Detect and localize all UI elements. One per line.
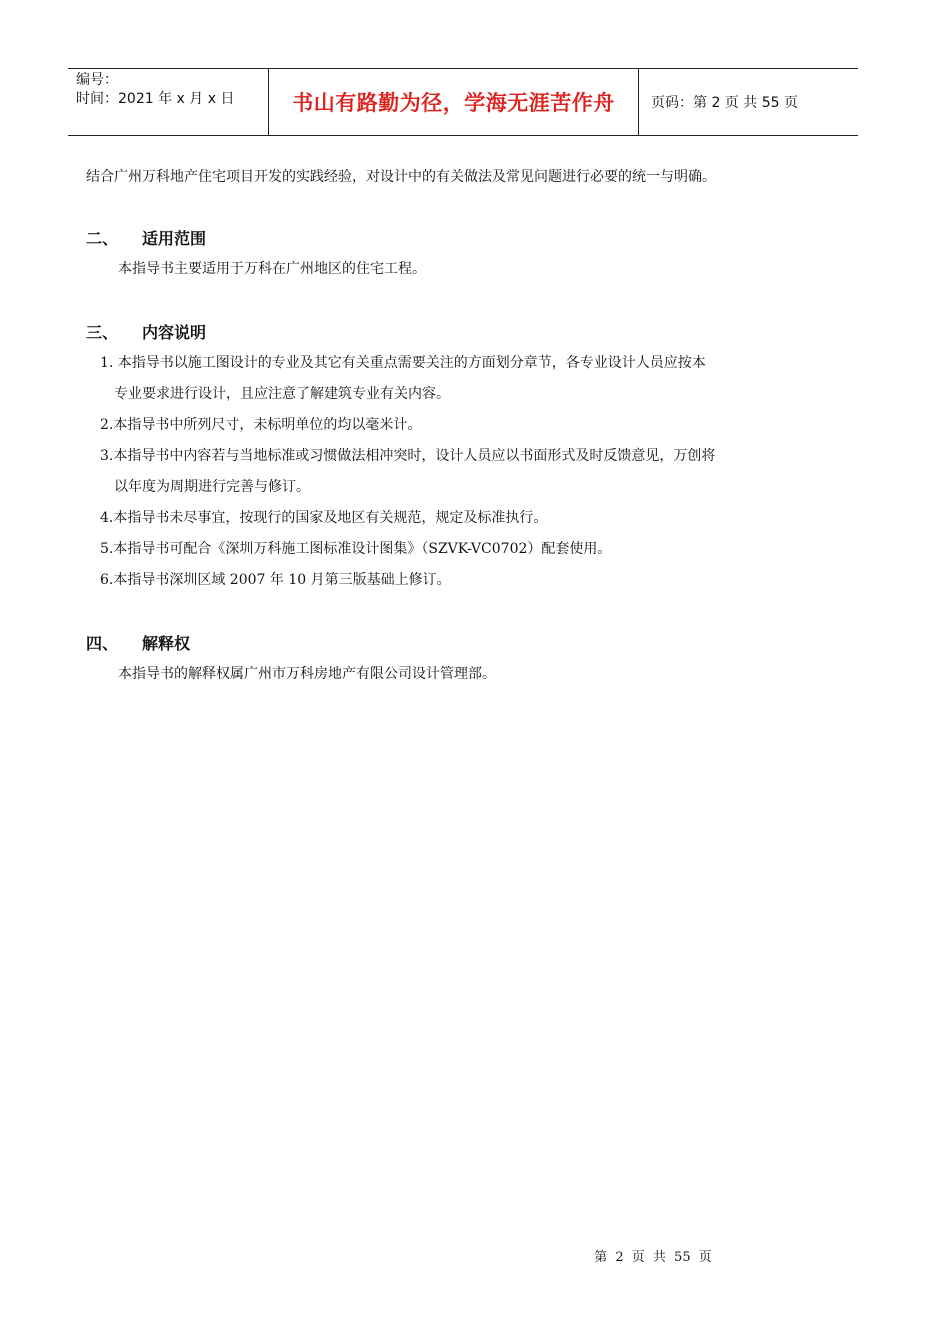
list-item-line: 1. 本指导书以施工图设计的专业及其它有关重点需要关注的方面划分章节，各专业设计人员应按本 <box>100 355 706 371</box>
intro-paragraph: 结合广州万科地产住宅项目开发的实践经验，对设计中的有关做法及常见问题进行必要的统一与明确。 <box>86 169 716 185</box>
list-item <box>86 441 856 503</box>
document-number-label: 编号： <box>76 72 118 88</box>
document-body <box>86 162 856 690</box>
section-heading-interpretation <box>86 628 856 659</box>
list-item <box>86 534 856 565</box>
section-heading-scope <box>86 223 856 254</box>
section-title: 内容说明 <box>142 323 207 342</box>
section-body-interpretation: 本指导书的解释权属广州市万科房地产有限公司设计管理部。 <box>118 666 496 682</box>
header-motto: 书山有路勤为径，学海无涯苦作舟 <box>269 69 639 135</box>
list-item-line: 6.本指导书深圳区域 2007 年 10 月第三版基础上修订。 <box>100 572 451 588</box>
list-item <box>86 503 856 534</box>
list-item-continuation: 以年度为周期进行完善与修订。 <box>114 479 310 495</box>
section-number: 三、 <box>86 323 119 342</box>
list-item <box>86 410 856 441</box>
section-title: 解释权 <box>142 634 191 653</box>
list-item <box>86 565 856 596</box>
section-number: 二、 <box>86 229 119 248</box>
section-heading-content <box>86 317 856 348</box>
header-meta <box>68 69 269 135</box>
section-body-scope: 本指导书主要适用于万科在广州地区的住宅工程。 <box>118 261 426 277</box>
section-title: 适用范围 <box>142 229 207 248</box>
document-date: 时间：2021 年 x 月 x 日 <box>76 91 235 107</box>
list-item-line: 3.本指导书中内容若与当地标准或习惯做法相冲突时，设计人员应以书面形式及时反馈意见，万创将 <box>100 448 716 464</box>
list-item-line: 5.本指导书可配合《深圳万科施工图标准设计图集》（SZVK-VC0702）配套使用。 <box>100 541 612 557</box>
section-number: 四、 <box>86 634 119 653</box>
page-header <box>68 68 858 136</box>
list-item-continuation: 专业要求进行设计，且应注意了解建筑专业有关内容。 <box>114 386 450 402</box>
header-page-info: 页码：第 2 页 共 55 页 <box>651 95 798 111</box>
content-list <box>86 348 856 596</box>
list-item-line: 2.本指导书中所列尺寸，未标明单位的均以毫米计。 <box>100 417 422 433</box>
page-footer: 第 2 页 共 55 页 <box>594 1250 712 1265</box>
list-item <box>86 348 856 410</box>
list-item-line: 4.本指导书未尽事宜，按现行的国家及地区有关规范，规定及标准执行。 <box>100 510 548 526</box>
